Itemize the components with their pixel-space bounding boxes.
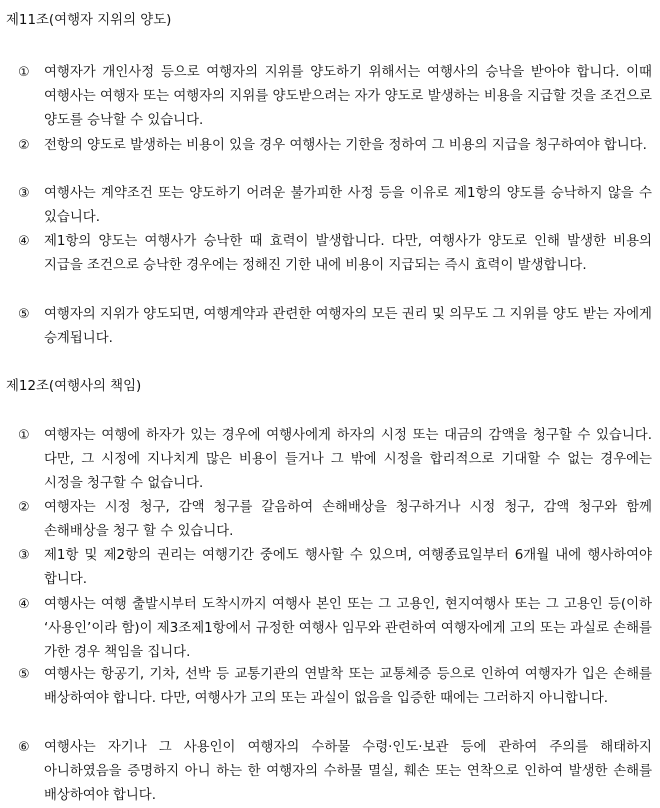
clause-number: ⑤	[18, 667, 30, 682]
clause-text: 제1항의 양도는 여행사가 승낙한 때 효력이 발생합니다. 다만, 여행사가 양도로 인해 발생한 비용의 지급을 조건으로 승낙한 경우에는 정해진 기한 내에 비용이 지급되는 즉시 효력이 발생합니다.	[44, 234, 652, 273]
clause-text: 전항의 양도로 발생하는 비용이 있을 경우 여행사는 기한을 정하여 그 비용의 지급을 청구하여야 합니다.	[44, 138, 647, 153]
clause-text: 여행사는 항공기, 기차, 선박 등 교통기관의 연발착 또는 교통체증 등으로 인하여 여행자가 입은 손해를 배상하여야 합니다. 다만, 여행사가 고의 또는 과실이 없음을 입증한 때에는 그러하지 아니합니다.	[44, 667, 652, 706]
clause-number: ⑤	[18, 307, 30, 322]
article-11-title: 제11조(여행자 지위의 양도)	[6, 13, 172, 28]
clause-text: 여행사는 여행 출발시부터 도착시까지 여행사 본인 또는 그 고용인, 현지여행사 또는 그 고용인 등(이하 ‘사용인’이라 함)이 제3조제1항에서 규정한 여행사 임무와 관련하여 여행자에게 고의 또는 과실로 손해를 가한 경우 책임을 집니다.	[44, 597, 652, 660]
clause-number: ③	[18, 548, 30, 563]
clause-number: ①	[18, 65, 30, 80]
clause-text: 여행자는 여행에 하자가 있는 경우에 여행사에게 하자의 시정 또는 대금의 감액을 청구할 수 있습니다. 다만, 그 시정에 지나치게 많은 비용이 들거나 그 밖에 시정을 합리적으로 기대할 수 없는 경우에는 시정을 청구할 수 없습니다.	[44, 428, 652, 491]
clause-text: 여행자의 지위가 양도되면, 여행계약과 관련한 여행자의 모든 권리 및 의무도 그 지위를 양도 받는 자에게 승계됩니다.	[44, 307, 652, 346]
clause-number: ③	[18, 186, 30, 201]
clause-number: ⑥	[18, 740, 30, 755]
clause-number: ④	[18, 597, 30, 612]
clause-text: 여행자는 시정 청구, 감액 청구를 갈음하여 손해배상을 청구하거나 시정 청구, 감액 청구와 함께 손해배상을 청구 할 수 있습니다.	[44, 500, 652, 539]
clause-number: ②	[18, 500, 30, 515]
article-12-title: 제12조(여행사의 책임)	[6, 379, 142, 394]
clause-number: ④	[18, 234, 30, 249]
clause-number: ①	[18, 428, 30, 443]
clause-text: 제1항 및 제2항의 권리는 여행기간 중에도 행사할 수 있으며, 여행종료일부터 6개월 내에 행사하여야 합니다.	[44, 548, 652, 587]
clause-text: 여행사는 자기나 그 사용인이 여행자의 수하물 수령·인도·보관 등에 관하여 주의를 해태하지 아니하였음을 증명하지 아니 하는 한 여행자의 수하물 멸실, 훼손 또는 연착으로 인하여 발생한 손해를 배상하여야 합니다.	[44, 740, 652, 803]
clause-text: 여행자가 개인사정 등으로 여행자의 지위를 양도하기 위해서는 여행사의 승낙을 받아야 합니다. 이때 여행사는 여행자 또는 여행자의 지위를 양도받으려는 자가 양도로 발생하는 비용을 지급할 것을 조건으로 양도를 승낙할 수 있습니다.	[44, 65, 652, 128]
clause-number: ②	[18, 138, 30, 153]
clause-text: 여행사는 계약조건 또는 양도하기 어려운 불가피한 사정 등을 이유로 제1항의 양도를 승낙하지 않을 수 있습니다.	[44, 186, 652, 225]
